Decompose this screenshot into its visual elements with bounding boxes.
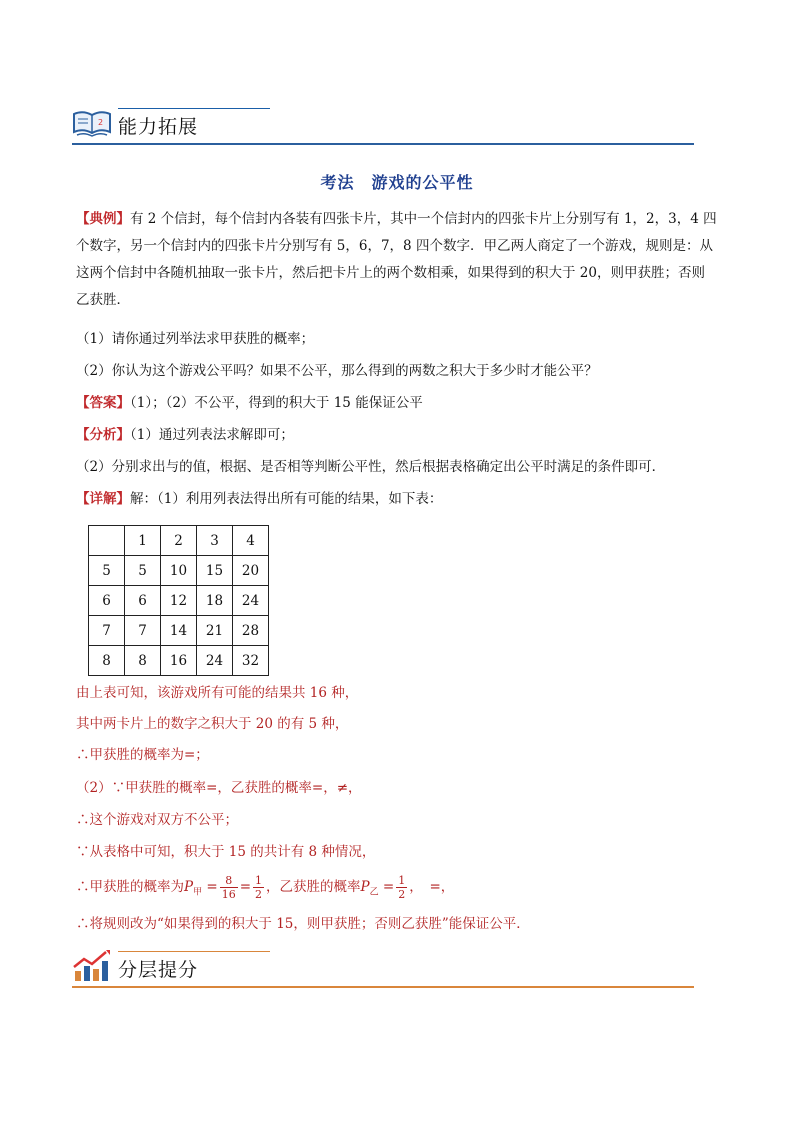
table-cell: 32	[233, 646, 269, 676]
results-table	[88, 525, 269, 676]
table-cell: 7	[125, 616, 161, 646]
table-header-row	[89, 526, 269, 556]
example-line-3: 这两个信封中各随机抽取一张卡片，然后把卡片上的两个数相乘，如果得到的积大于 20，则甲获胜；否则	[76, 265, 705, 281]
section-title: 能力拓展	[118, 116, 199, 138]
solution-line-2: 其中两卡片上的数字之积大于 20 的有 5 种，	[76, 716, 349, 732]
probability-jia: $P_甲$	[184, 879, 203, 898]
solution-line-5: ∴这个游戏对双方不公平；	[76, 812, 238, 828]
table-cell: 3	[197, 526, 233, 556]
solution-line-8: ∴将规则改为“如果得到的积大于 15，则甲获胜；否则乙获胜”能保证公平．	[76, 916, 530, 932]
svg-text:2: 2	[98, 118, 104, 127]
table-row	[89, 586, 269, 616]
table-cell: 12	[161, 586, 197, 616]
table-cell: 8	[89, 646, 125, 676]
table-cell: 5	[125, 556, 161, 586]
detail-intro: 【详解】解：（1）利用列表法得出所有可能的结果，如下表：	[76, 491, 443, 507]
solution-line-4: （2）∵甲获胜的概率=，乙获胜的概率=，≠，	[76, 780, 362, 796]
table-cell: 4	[233, 526, 269, 556]
example-line-1: 【典例】有 2 个信封，每个信封内各装有四张卡片，其中一个信封内的四张卡片上分别写有 1，2，3，4 四	[76, 211, 717, 227]
table-cell	[89, 526, 125, 556]
solution-line-3: ∴甲获胜的概率为=；	[76, 747, 209, 763]
table-cell: 14	[161, 616, 197, 646]
table-cell: 6	[89, 586, 125, 616]
example-line-4: 乙获胜．	[76, 292, 130, 308]
probability-yi: $P_乙$	[360, 879, 379, 898]
question-1: （1）请你通过列举法求甲获胜的概率；	[76, 331, 315, 347]
table-cell: 28	[233, 616, 269, 646]
growth-chart-icon	[72, 949, 112, 983]
table-cell: 1	[125, 526, 161, 556]
solution-line-7: ∴甲获胜的概率为$P_甲$ = $\frac{8}{16}$ = $\frac{1}{2}$ ，乙获胜的概率$P_乙$ = $\frac{1}{2}$ ， =，	[76, 874, 455, 901]
method-title: 考法 游戏的公平性	[320, 173, 474, 192]
table-cell: 24	[197, 646, 233, 676]
section-header-expand	[72, 106, 694, 146]
solution-line-6: ∵从表格中可知，积大于 15 的共计有 8 种情况，	[76, 844, 376, 860]
table-cell: 2	[161, 526, 197, 556]
table-row	[89, 646, 269, 676]
table-cell: 10	[161, 556, 197, 586]
table-cell: 21	[197, 616, 233, 646]
analysis-line-2: （2）分别求出与的值，根据、是否相等判断公平性，然后根据表格确定出公平时满足的条件即可．	[76, 459, 666, 475]
table-cell: 5	[89, 556, 125, 586]
table-cell: 20	[233, 556, 269, 586]
table-cell: 18	[197, 586, 233, 616]
analysis-line-1: 【分析】（1）通过列表法求解即可；	[76, 427, 294, 443]
table-row	[89, 556, 269, 586]
table-cell: 15	[197, 556, 233, 586]
fraction: $\frac{8}{16}$	[221, 874, 236, 901]
question-2: （2）你认为这个游戏公平吗？如果不公平，那么得到的两数之积大于多少时才能公平？	[76, 363, 598, 379]
section-header-layer	[72, 949, 694, 989]
fraction: $\frac{1}{2}$	[255, 874, 263, 901]
section-title: 分层提分	[118, 959, 199, 981]
table-cell: 24	[233, 586, 269, 616]
example-line-2: 个数字，另一个信封内的四张卡片分别写有 5，6，7，8 四个数字．甲乙两人商定了一个游戏，规则是：从	[76, 238, 713, 254]
answer: 【答案】（1）；（2）不公平，得到的积大于 15 能保证公平	[76, 395, 423, 411]
table-cell: 6	[125, 586, 161, 616]
table-row	[89, 616, 269, 646]
table-cell: 7	[89, 616, 125, 646]
open-book-icon	[72, 106, 112, 140]
solution-line-1: 由上表可知，该游戏所有可能的结果共 16 种，	[76, 685, 359, 701]
fraction: $\frac{1}{2}$	[398, 874, 406, 901]
table-cell: 8	[125, 646, 161, 676]
table-cell: 16	[161, 646, 197, 676]
